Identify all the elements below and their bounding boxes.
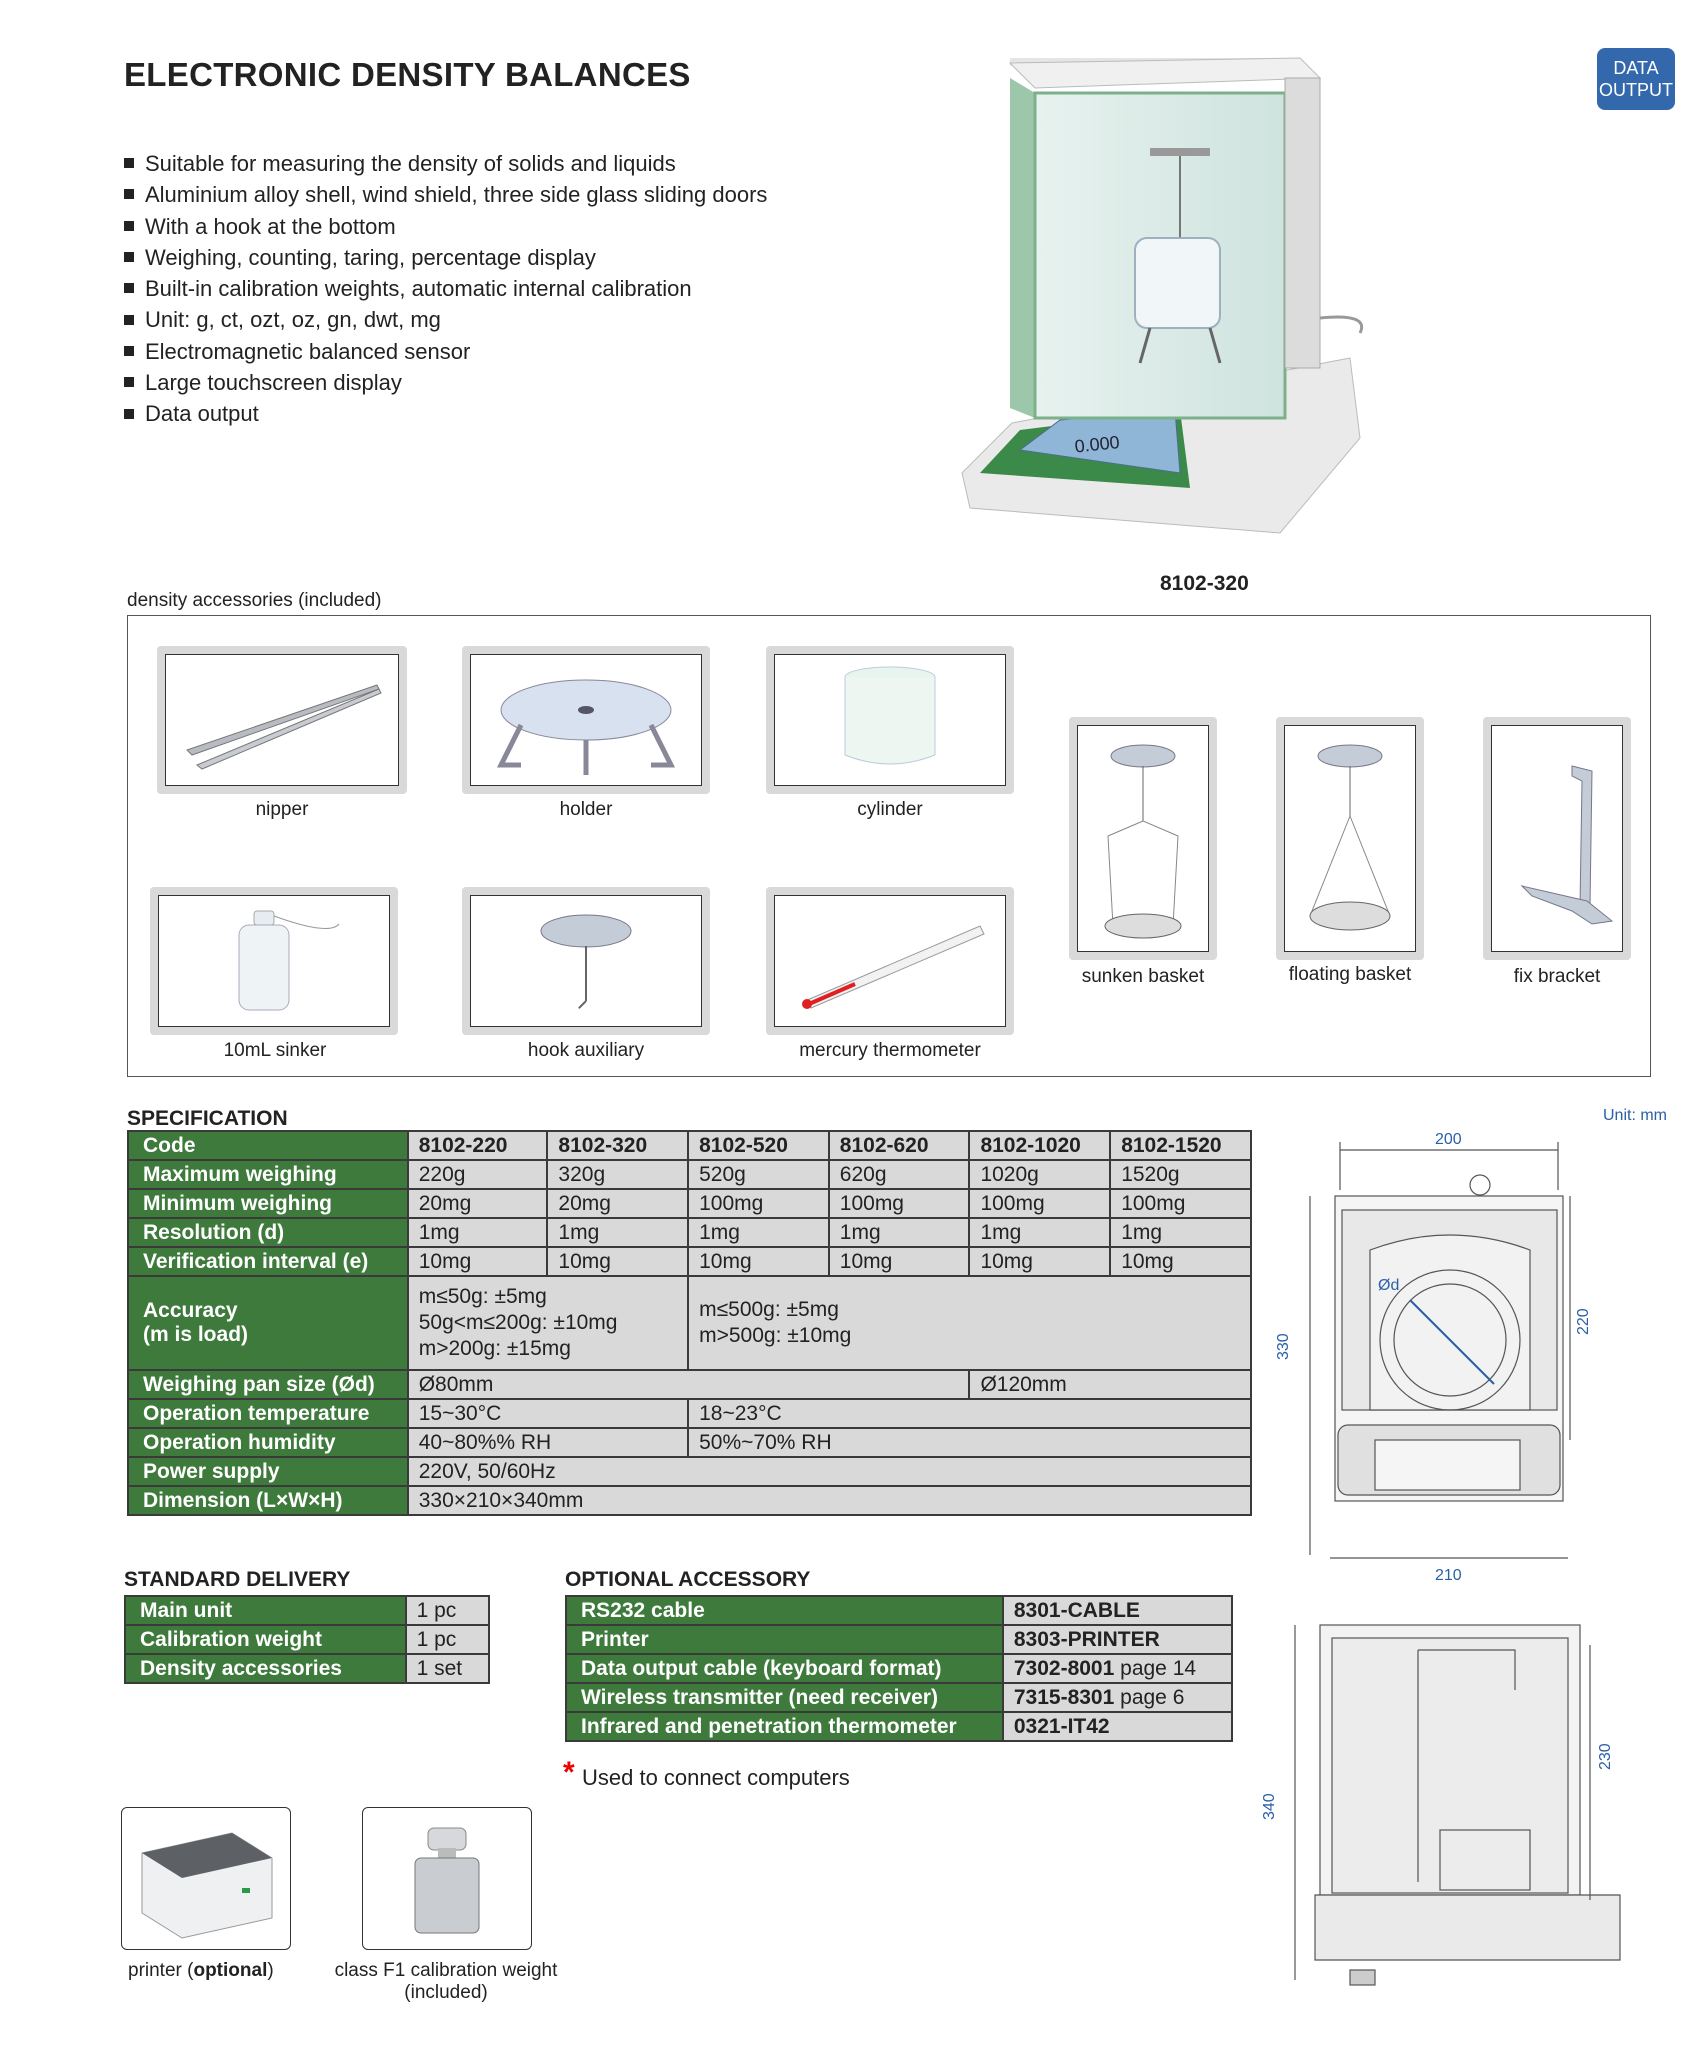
- table-row: [128, 1370, 1251, 1399]
- delivery-label: Main unit: [125, 1596, 406, 1625]
- spec-cell: 1mg: [688, 1218, 829, 1247]
- spec-cell: Ø80mm: [408, 1370, 970, 1399]
- accessory-card-sunken-basket: [1069, 717, 1217, 960]
- standard-delivery-title: STANDARD DELIVERY: [124, 1568, 351, 1591]
- spec-cell: 10mg: [829, 1247, 970, 1276]
- feature-item: Large touchscreen display: [124, 367, 767, 398]
- sinker-icon: [159, 896, 389, 1026]
- floating-basket-icon: [1285, 726, 1415, 951]
- holder-icon: [471, 655, 701, 785]
- table-row: [566, 1596, 1232, 1625]
- accessory-card-nipper: [157, 646, 407, 794]
- accessory-label-hook: hook auxiliary: [527, 1040, 645, 1061]
- accuracy-line: m>500g: ±10mg: [699, 1324, 852, 1347]
- spec-row-label: Weighing pan size (Ød): [128, 1370, 408, 1399]
- spec-code: 8102-1520: [1110, 1131, 1251, 1160]
- spec-cell: 10mg: [688, 1247, 829, 1276]
- tweezers-icon: [166, 655, 398, 785]
- accessory-card-sinker: [150, 887, 398, 1035]
- spec-row-label: Operation humidity: [128, 1428, 408, 1457]
- feature-item: With a hook at the bottom: [124, 211, 767, 242]
- dimension-height-340: 340: [1261, 1793, 1278, 1820]
- accuracy-line: m>200g: ±15mg: [418, 1337, 571, 1360]
- calibration-weight-photo: [362, 1807, 532, 1950]
- accessory-name: Printer: [566, 1625, 1003, 1654]
- note-asterisk: *: [563, 1756, 575, 1789]
- feature-item: Weighing, counting, taring, percentage display: [124, 242, 767, 273]
- accessory-label-thermometer: mercury thermometer: [799, 1040, 981, 1061]
- accuracy-sublabel: (m is load): [143, 1323, 249, 1346]
- spec-cell: [408, 1276, 688, 1370]
- dimension-total-330: 330: [1275, 1333, 1292, 1360]
- accessory-card-hook: [462, 887, 710, 1035]
- dimension-chamber-230: 230: [1597, 1743, 1614, 1770]
- dimension-width-200: 200: [1435, 1131, 1462, 1148]
- accessory-card-thermometer: [766, 887, 1014, 1035]
- spec-cell: 100mg: [969, 1189, 1110, 1218]
- balance-product-image: [950, 18, 1390, 538]
- spec-cell: 10mg: [408, 1247, 548, 1276]
- spec-row-label: Dimension (L×W×H): [128, 1486, 408, 1515]
- spec-row-label: Maximum weighing: [128, 1160, 408, 1189]
- badge-line-1: DATA: [1613, 58, 1659, 78]
- accessory-name: Data output cable (keyboard format): [566, 1654, 1003, 1683]
- spec-cell: 40~80%% RH: [408, 1428, 688, 1457]
- spec-cell: 10mg: [1110, 1247, 1251, 1276]
- spec-row-label: Resolution (d): [128, 1218, 408, 1247]
- accessories-title: density accessories (included): [127, 590, 382, 611]
- spec-cell: 330×210×340mm: [408, 1486, 1251, 1515]
- weight-caption-line1: class F1 calibration weight: [334, 1960, 558, 1981]
- feature-item: Built-in calibration weights, automatic internal calibration: [124, 273, 767, 304]
- spec-cell: 10mg: [547, 1247, 688, 1276]
- feature-item: Data output: [124, 398, 767, 429]
- accessory-code-cell: [1003, 1712, 1232, 1741]
- calibration-weight-icon: [363, 1808, 531, 1949]
- feature-item: Unit: g, ct, ozt, oz, gn, dwt, mg: [124, 304, 767, 335]
- unit-label: Unit: mm: [1603, 1107, 1667, 1124]
- accessory-code: 7302-8001: [1013, 1656, 1115, 1680]
- spec-row-label: Power supply: [128, 1457, 408, 1486]
- accessory-card-fix-bracket: [1483, 717, 1631, 960]
- delivery-qty: 1 pc: [406, 1596, 489, 1625]
- accessories-box: [127, 615, 1651, 1077]
- spec-cell: 520g: [688, 1160, 829, 1189]
- spec-cell: 620g: [829, 1160, 970, 1189]
- table-row: [125, 1625, 489, 1654]
- spec-cell: 1mg: [547, 1218, 688, 1247]
- spec-row-label: Operation temperature: [128, 1399, 408, 1428]
- printer-photo: [121, 1807, 291, 1950]
- feature-item: Aluminium alloy shell, wind shield, three side glass sliding doors: [124, 179, 767, 210]
- page-title: ELECTRONIC DENSITY BALANCES: [124, 56, 691, 93]
- spec-code: 8102-320: [547, 1131, 688, 1160]
- printer-caption-end: ): [267, 1960, 274, 1981]
- delivery-label: Calibration weight: [125, 1625, 406, 1654]
- weight-caption-line2: (included): [404, 1982, 488, 2003]
- accessory-code-cell: [1003, 1683, 1232, 1712]
- printer-caption: [128, 1960, 274, 1982]
- accessory-code-cell: [1003, 1596, 1232, 1625]
- table-row: [128, 1160, 1251, 1189]
- badge-line-2: OUTPUT: [1599, 80, 1673, 100]
- spec-cell: 20mg: [547, 1189, 688, 1218]
- spec-cell: 1mg: [829, 1218, 970, 1247]
- table-row: [128, 1247, 1251, 1276]
- spec-cell: 220V, 50/60Hz: [408, 1457, 1251, 1486]
- dimension-base-210: 210: [1435, 1567, 1462, 1584]
- spec-cell: 320g: [547, 1160, 688, 1189]
- spec-row-label: Code: [128, 1131, 408, 1160]
- table-row: [125, 1654, 489, 1683]
- delivery-qty: 1 set: [406, 1654, 489, 1683]
- accuracy-line: m≤500g: ±5mg: [699, 1298, 839, 1321]
- accuracy-line: 50g<m≤200g: ±10mg: [418, 1311, 618, 1334]
- accessory-code: 8303-PRINTER: [1013, 1627, 1160, 1651]
- weight-caption: [320, 1960, 572, 2004]
- spec-cell: 20mg: [408, 1189, 548, 1218]
- table-row: [125, 1596, 489, 1625]
- table-row: [566, 1654, 1232, 1683]
- spec-code: 8102-220: [408, 1131, 548, 1160]
- technical-drawings: [1261, 1130, 1690, 2030]
- table-row: [566, 1625, 1232, 1654]
- sunken-basket-icon: [1078, 726, 1208, 951]
- table-row: [128, 1457, 1251, 1486]
- accuracy-label: Accuracy: [143, 1299, 238, 1322]
- spec-cell: 15~30°C: [408, 1399, 688, 1428]
- spec-cell: 18~23°C: [688, 1399, 1251, 1428]
- hook-icon: [471, 896, 701, 1026]
- printer-caption-bold: optional: [193, 1960, 268, 1981]
- spec-code: 8102-620: [829, 1131, 970, 1160]
- accessory-label-fix-bracket: fix bracket: [1513, 966, 1601, 987]
- table-row: [128, 1189, 1251, 1218]
- spec-cell: 1mg: [408, 1218, 548, 1247]
- optional-accessory-table: [565, 1595, 1233, 1742]
- table-row: [128, 1131, 1251, 1160]
- standard-delivery-table: [124, 1595, 490, 1684]
- accessory-name: Infrared and penetration thermometer: [566, 1712, 1003, 1741]
- table-row: [128, 1218, 1251, 1247]
- data-output-badge: [1597, 48, 1675, 110]
- feature-list: [124, 148, 767, 430]
- delivery-qty: 1 pc: [406, 1625, 489, 1654]
- accessory-code-cell: [1003, 1625, 1232, 1654]
- accessory-label-nipper: nipper: [255, 799, 309, 820]
- accessory-code-cell: [1003, 1654, 1232, 1683]
- accessory-label-cylinder: cylinder: [857, 799, 923, 820]
- dimension-depth-220: 220: [1575, 1308, 1592, 1335]
- printer-caption-start: printer (: [128, 1960, 194, 1981]
- bracket-icon: [1492, 726, 1622, 951]
- spec-row-label: Verification interval (e): [128, 1247, 408, 1276]
- table-row: [566, 1712, 1232, 1741]
- accessory-label-sunken-basket: sunken basket: [1081, 966, 1205, 987]
- spec-cell: [688, 1276, 1251, 1370]
- accuracy-line: m≤50g: ±5mg: [418, 1285, 547, 1308]
- spec-row-label: [128, 1276, 408, 1370]
- optional-accessory-title: OPTIONAL ACCESSORY: [565, 1568, 811, 1591]
- spec-code: 8102-520: [688, 1131, 829, 1160]
- cylinder-icon: [775, 655, 1005, 785]
- dimension-pan-diameter: Ød: [1378, 1277, 1400, 1294]
- thermometer-icon: [775, 896, 1005, 1026]
- delivery-label: Density accessories: [125, 1654, 406, 1683]
- spec-cell: Ø120mm: [969, 1370, 1251, 1399]
- spec-code: 8102-1020: [969, 1131, 1110, 1160]
- spec-cell: 10mg: [969, 1247, 1110, 1276]
- accessory-card-cylinder: [766, 646, 1014, 794]
- note-text: Used to connect computers: [582, 1765, 850, 1790]
- accessory-card-holder: [462, 646, 710, 794]
- spec-row-label: Minimum weighing: [128, 1189, 408, 1218]
- spec-cell: 100mg: [688, 1189, 829, 1218]
- spec-table: [127, 1130, 1252, 1516]
- table-row: [128, 1486, 1251, 1515]
- accessory-code: 8301-CABLE: [1013, 1598, 1140, 1622]
- balance-display-reading: 0.000: [1073, 431, 1121, 457]
- table-row: [128, 1399, 1251, 1428]
- product-model: 8102-320: [1160, 572, 1249, 595]
- feature-item: Electromagnetic balanced sensor: [124, 336, 767, 367]
- page-reference-link[interactable]: page 14: [1120, 1656, 1197, 1680]
- spec-cell: 220g: [408, 1160, 548, 1189]
- accessory-name: RS232 cable: [566, 1596, 1003, 1625]
- feature-item: Suitable for measuring the density of solids and liquids: [124, 148, 767, 179]
- spec-cell: 100mg: [829, 1189, 970, 1218]
- accessory-code: 0321-IT42: [1013, 1714, 1110, 1738]
- printer-icon: [122, 1808, 290, 1949]
- spec-cell: 1mg: [969, 1218, 1110, 1247]
- spec-cell: 1020g: [969, 1160, 1110, 1189]
- accessory-label-holder: holder: [559, 799, 613, 820]
- spec-title: SPECIFICATION: [127, 1107, 288, 1130]
- spec-cell: 1520g: [1110, 1160, 1251, 1189]
- accessory-name: Wireless transmitter (need receiver): [566, 1683, 1003, 1712]
- accessory-label-sinker: 10mL sinker: [223, 1040, 327, 1061]
- table-row: [566, 1683, 1232, 1712]
- spec-cell: 100mg: [1110, 1189, 1251, 1218]
- spec-cell: 50%~70% RH: [688, 1428, 1251, 1457]
- accessory-card-floating-basket: [1276, 717, 1424, 960]
- accessory-label-floating-basket: floating basket: [1288, 964, 1412, 985]
- table-row: [128, 1276, 1251, 1370]
- table-row: [128, 1428, 1251, 1457]
- accessory-code: 7315-8301: [1013, 1685, 1115, 1709]
- page-reference-link[interactable]: page 6: [1120, 1685, 1185, 1709]
- spec-cell: 1mg: [1110, 1218, 1251, 1247]
